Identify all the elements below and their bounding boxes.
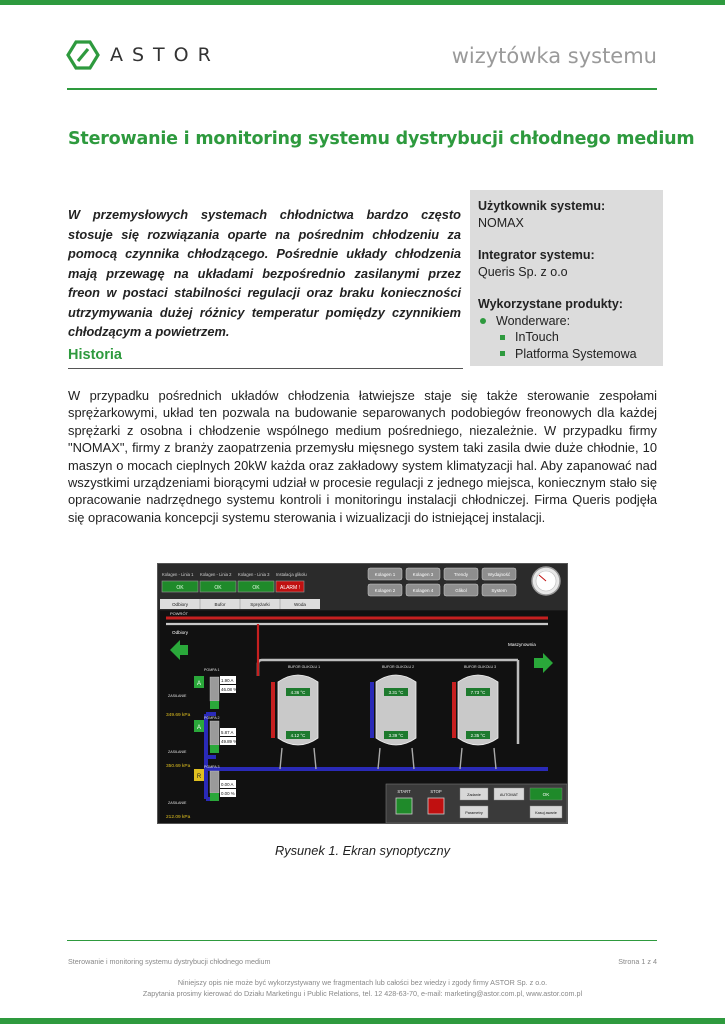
svg-text:Parametry: Parametry: [465, 811, 483, 815]
top-tab: Kolagen - Linia 2: [200, 572, 232, 577]
consumers-label: Odbiory: [172, 630, 189, 635]
astor-logo: [66, 40, 220, 70]
document-title: Sterowanie i monitoring systemu dystrybucji chłodnego medium: [68, 129, 695, 149]
pump-speed: 0.00 %: [221, 791, 235, 796]
synoptic-drawing: [158, 564, 568, 824]
bullet-square-icon: [500, 351, 505, 356]
document-category: wizytówka systemu: [451, 44, 657, 68]
tank-temp-bottom: 3.39 °C: [388, 733, 404, 738]
tank-name: BUFOR GLIKOLU 1: [288, 665, 321, 669]
pump-name: POMPA 1: [204, 668, 220, 672]
sub-tab: Bufor: [214, 602, 226, 607]
svg-text:OK: OK: [176, 585, 184, 591]
top-tab: Kolagen - Linia 3: [238, 572, 270, 577]
svg-text:ALARM !: ALARM !: [279, 585, 301, 591]
top-accent-bar: [0, 0, 725, 5]
svg-text:AUTOMAT: AUTOMAT: [499, 793, 519, 797]
nav-button: Glikol: [455, 588, 467, 593]
footer-doc-name: Sterowanie i monitoring systemu dystrybucji chłodnego medium: [68, 957, 271, 966]
tank-temp-bottom: 2.35 °C: [470, 733, 486, 738]
svg-text:Zadanie: Zadanie: [467, 793, 481, 797]
list-item: Wonderware:: [478, 313, 655, 330]
list-item: InTouch: [478, 329, 655, 346]
return-label: POWRÓT: [170, 611, 188, 616]
svg-text:OK: OK: [252, 585, 260, 591]
lead-paragraph: W przemysłowych systemach chłodnictwa bardzo często stosuje się rozwiązania oparte na pośrednim chłodzeniu za pomocą czynnika chłodzącego. Pośrednie układy chłodzenia mają przewagę na układami bezpośrednio zasilanymi przez freon w postaci stabilności regulacji oraz braku konieczności utrzymywania dużej różnicy temperatur pomiędzy czynnikiem chłodzącym a powietrzem.: [68, 207, 461, 339]
footer-note-line: Zapytania prosimy kierować do Działu Marketingu i Public Relations, tel. 12 428-63-70, e-mail: marketing@astor.com.pl, www.astor.com.pl: [142, 989, 583, 998]
user-value: NOMAX: [478, 215, 524, 230]
body-paragraph: W przypadku pośrednich układów chłodzenia łatwiejsze staje się także sterowanie zespołami sprężarkowymi, układ ten pozwala na budowanie separowanych podobiegów freonowych dla każdej sprężarki z osobna i chłodzenie wspólnego medium pośredniego, niezależnie. W przypadku firmy "NOMAX", firmy z branży zaopatrzenia przemysłu mięsnego system taki zasila dwie duże chłodnie, 10 maszyn o mocach cieplnych 20kW każda oraz zakładowy system klimatyzacji hal. Aby zapanować nad wszystkimi urządzeniami biorącymi udział w procesie regulacji z jednego miejsca, koniecznym stało się opracowanie nadrzędnego systemu kontroli i monitoringu instalacji chłodniczej. Firma Queris podjęła się opracowania koncepcji systemu sterowania i wizualizacji do istniejącej instalacji.: [68, 388, 657, 525]
footer-note: [0, 977, 725, 999]
svg-text:R: R: [196, 774, 202, 780]
footer-divider: [67, 940, 657, 941]
tank-name: BUFOR GLIKOLU 3: [464, 665, 497, 669]
astor-logo-icon: [66, 40, 100, 70]
integrator-label: Integrator systemu:: [478, 248, 595, 262]
pump-name: POMPA 2: [204, 716, 220, 720]
sub-tab: Odbiory: [171, 602, 189, 607]
header-divider: [67, 88, 657, 90]
stop-button: [428, 798, 444, 814]
list-item: Platforma Systemowa: [478, 346, 655, 363]
pump-current: 1.90 A: [221, 678, 234, 683]
pump-name: POMPA 3: [204, 765, 220, 769]
tank-temp-top: 3.31 °C: [388, 690, 404, 695]
svg-text:START: START: [397, 789, 411, 794]
products-label: Wykorzystane produkty:: [478, 297, 623, 311]
user-label: Użytkownik systemu:: [478, 199, 606, 213]
pump-speed: 46.08 %: [221, 687, 238, 692]
pressure-value: 212.09 kPa: [166, 815, 191, 820]
svg-text:ZASILANIE: ZASILANIE: [168, 750, 187, 754]
sub-tab: Sprężarki: [250, 602, 270, 607]
svg-text:OK: OK: [214, 585, 222, 591]
top-tab: Instalacja glikolu: [276, 572, 307, 577]
synoptic-screen: [157, 563, 568, 824]
section-underline: [68, 368, 463, 369]
top-tab: Kolagen - Linia 1: [162, 572, 194, 577]
info-sidebar: [470, 190, 663, 366]
footer-note-line: Niniejszy opis nie może być wykorzystywany we fragmentach lub całości bez wiedzy i zgody firmy ASTOR Sp. z o.o.: [177, 978, 548, 987]
pressure-value: 350.69 kPa: [166, 764, 191, 769]
svg-text:OK: OK: [542, 792, 550, 797]
bullet-dot-icon: [480, 318, 486, 324]
figure-caption: Rysunek 1. Ekran synoptyczny: [275, 843, 450, 858]
products-list: [478, 313, 655, 363]
integrator-value: Queris Sp. z o.o: [478, 264, 568, 279]
svg-text:A: A: [196, 725, 202, 731]
nav-button: Trendy: [453, 572, 469, 577]
footer-page-number: Strona 1 z 4: [618, 957, 657, 966]
svg-text:A: A: [196, 681, 202, 687]
bullet-square-icon: [500, 335, 505, 340]
start-button: [396, 798, 412, 814]
machine-room-label: Maszynownia: [508, 642, 536, 647]
sub-tab: Woda: [294, 602, 306, 607]
pressure-value: 349.69 kPa: [166, 713, 191, 718]
svg-text:ZASILANIE: ZASILANIE: [168, 801, 187, 805]
nav-button: Kolagen 3: [412, 572, 434, 577]
pump-current: 0.00 A: [221, 782, 234, 787]
nav-button: Kolagen 1: [374, 572, 396, 577]
bottom-accent-bar: [0, 1018, 725, 1024]
tank-name: BUFOR GLIKOLU 2: [382, 665, 415, 669]
nav-button: Kolagen 4: [412, 588, 434, 593]
tank-temp-top: 7.73 °C: [470, 690, 486, 695]
tank-temp-bottom: 4.12 °C: [290, 733, 306, 738]
nav-button: Wydajność: [487, 572, 511, 577]
nav-button: System: [491, 588, 507, 593]
pump-speed: 49.89 %: [221, 739, 238, 744]
pump-current: 5.87 A: [221, 730, 234, 735]
brand-name: ASTOR: [110, 44, 220, 66]
svg-text:STOP: STOP: [430, 789, 442, 794]
nav-button: Kolagen 2: [374, 588, 396, 593]
svg-text:ZASILANIE: ZASILANIE: [168, 694, 187, 698]
svg-text:Kasuj awarie: Kasuj awarie: [535, 811, 557, 815]
section-heading: Historia: [68, 347, 122, 363]
tank-temp-top: 4.36 °C: [290, 690, 306, 695]
